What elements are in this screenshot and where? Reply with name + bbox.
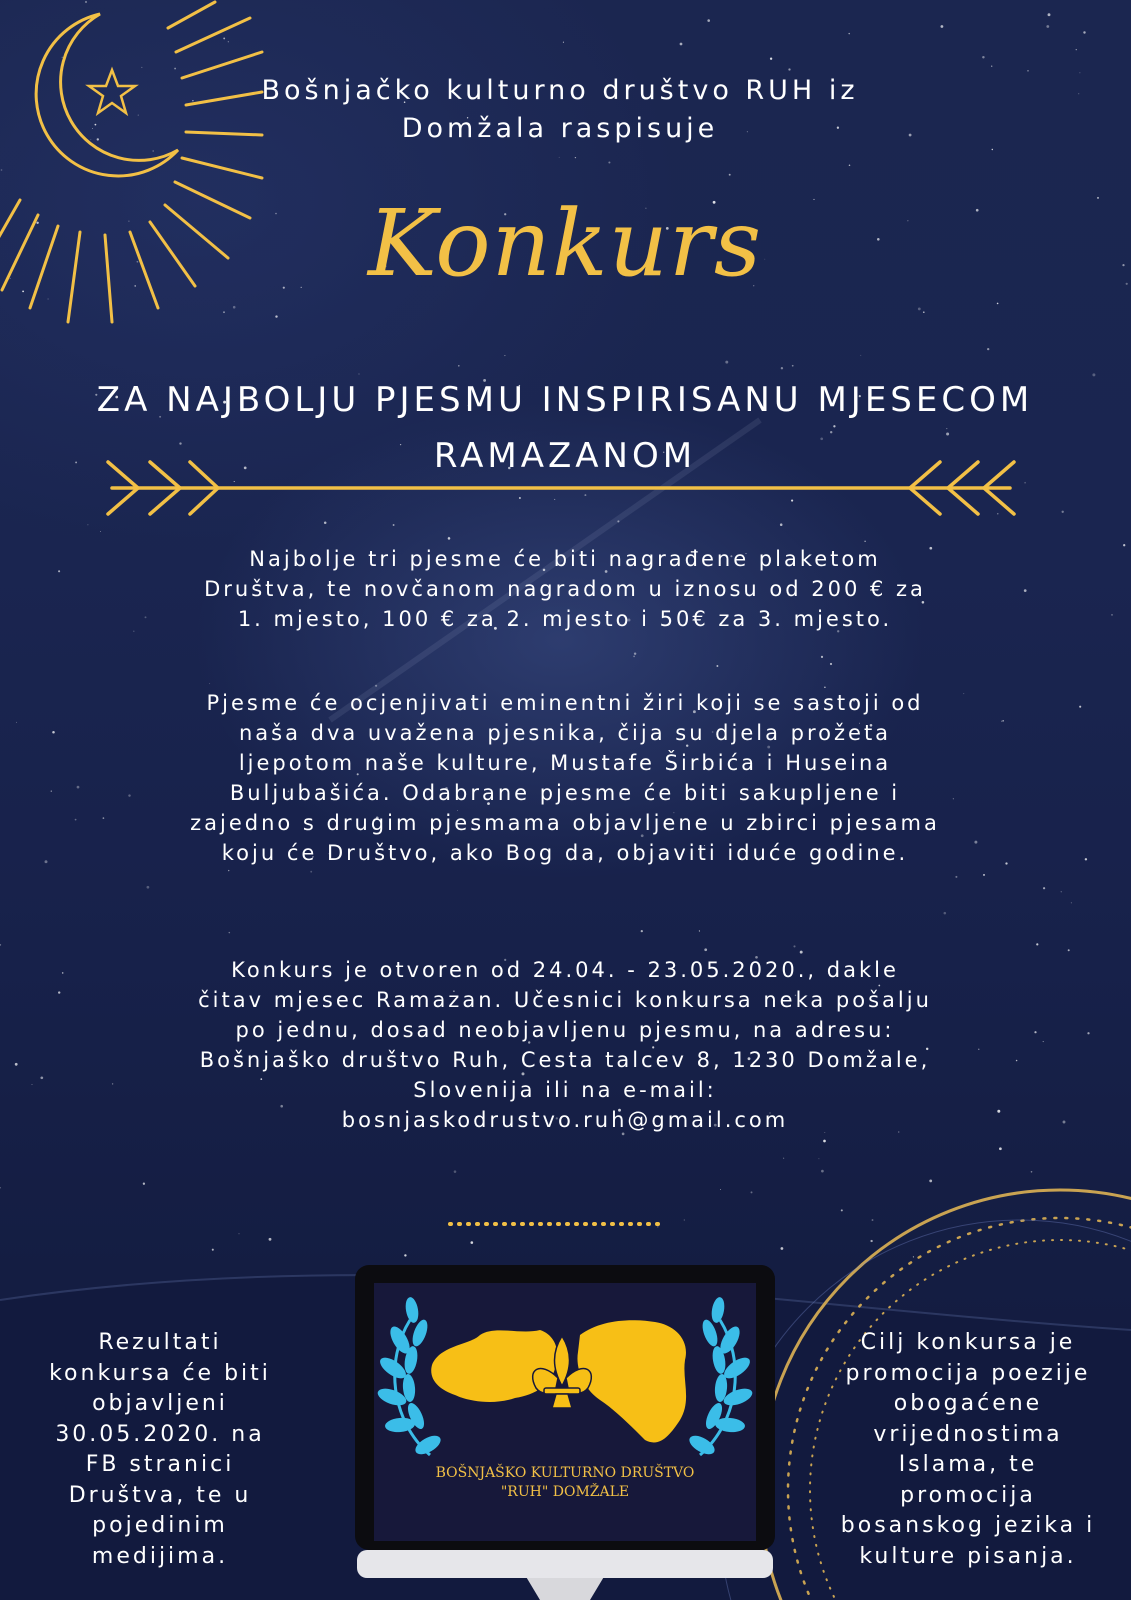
- text-line: Društva, te u: [68, 1482, 252, 1508]
- header: [180, 72, 940, 148]
- star-dot: [813, 199, 814, 200]
- star-dot: [100, 531, 101, 532]
- star-dot: [238, 1233, 239, 1234]
- text-line: ljepotom naše kulture, Mustafe Širbića i Huseina: [238, 751, 892, 775]
- star-dot: [770, 58, 772, 60]
- star-dot: [229, 932, 230, 933]
- star-dot: [137, 261, 139, 263]
- star-dot: [275, 213, 277, 215]
- star-dot: [699, 930, 700, 931]
- star-dot: [1123, 544, 1125, 546]
- star-dot: [92, 128, 93, 129]
- text-line: Cilj konkursa je: [860, 1330, 1076, 1355]
- star-dot: [704, 948, 707, 951]
- text-line: pojedinim: [92, 1513, 228, 1538]
- star-dot: [36, 222, 38, 224]
- star-dot: [97, 138, 99, 140]
- star-dot: [228, 870, 229, 871]
- star-dot: [720, 1189, 721, 1190]
- star-dot: [283, 287, 285, 289]
- star-dot: [657, 1226, 658, 1227]
- email-address[interactable]: bosnjaskodrustvo.ruh@gmail.com: [341, 1108, 789, 1132]
- star-dot: [1092, 373, 1095, 376]
- star-dot: [918, 308, 921, 311]
- text-line: objavljeni: [92, 1391, 228, 1416]
- star-dot: [997, 303, 999, 305]
- star-dot: [324, 522, 327, 525]
- star-dot: [793, 945, 795, 947]
- star-dot: [504, 355, 505, 356]
- star-dot: [1043, 1041, 1044, 1042]
- star-dot: [1031, 1171, 1033, 1173]
- star-dot: [780, 523, 783, 526]
- star-dot: [860, 355, 861, 356]
- text-line: 30.05.2020. na: [55, 1421, 265, 1447]
- star-dot: [913, 1256, 914, 1257]
- star-dot: [1087, 1032, 1089, 1034]
- jury-paragraph: [120, 688, 1010, 868]
- star-dot: [1063, 1121, 1066, 1124]
- text-line: Islama, te: [898, 1452, 1038, 1477]
- star-dot: [848, 33, 849, 34]
- star-dot: [10, 278, 11, 279]
- star-dot: [1097, 197, 1099, 199]
- star-dot: [575, 157, 576, 158]
- logo-line1: BOŠNJAŠKO KULTURNO DRUŠTVO: [435, 1465, 695, 1481]
- star-icon: [89, 70, 135, 113]
- star-dot: [1111, 614, 1112, 615]
- star-dot: [684, 1219, 685, 1220]
- star-dot: [95, 124, 97, 126]
- star-dot: [301, 287, 302, 288]
- crescent-moon-icon: [36, 14, 178, 176]
- star-dot: [800, 951, 803, 954]
- star-dot: [1016, 1060, 1018, 1062]
- star-dot: [1027, 70, 1029, 72]
- star-dot: [944, 912, 947, 915]
- star-dot: [45, 860, 48, 863]
- star-dot: [275, 315, 277, 317]
- star-dot: [233, 306, 236, 309]
- star-dot: [58, 570, 60, 572]
- text-line: vrijednostima: [873, 1421, 1063, 1447]
- star-dot: [617, 520, 619, 522]
- star-dot: [15, 1063, 18, 1066]
- star-dot: [228, 41, 229, 42]
- star-dot: [929, 1180, 932, 1183]
- star-dot: [997, 513, 998, 514]
- star-dot: [634, 652, 636, 654]
- star-dot: [40, 1076, 43, 1079]
- star-dot: [87, 524, 88, 525]
- star-dot: [1, 169, 3, 171]
- logo-line2: "RUH" DOMŽALE: [500, 1484, 630, 1500]
- prize-paragraph: [120, 544, 1010, 634]
- star-dot: [1122, 264, 1124, 266]
- star-dot: [1062, 511, 1064, 513]
- star-dot: [559, 157, 560, 158]
- star-dot: [680, 43, 683, 46]
- star-dot: [982, 56, 984, 58]
- star-dot: [62, 57, 63, 58]
- star-dot: [563, 42, 564, 43]
- star-dot: [1085, 858, 1087, 860]
- star-dot: [143, 1183, 145, 1185]
- star-dot: [983, 874, 985, 876]
- star-dot: [1043, 887, 1045, 889]
- star-dot: [223, 37, 225, 39]
- star-dot: [791, 500, 793, 502]
- text-line: kulture pisanja.: [859, 1543, 1077, 1569]
- star-dot: [877, 238, 880, 241]
- subtitle-line2: RAMAZANOM: [433, 436, 697, 476]
- text-line: koju će Društvo, ako Bog da, objaviti iduće godine.: [221, 841, 909, 865]
- star-dot: [788, 68, 790, 70]
- text-line: bosanskog jezika i: [840, 1513, 1096, 1538]
- star-dot: [75, 819, 77, 821]
- star-dot: [987, 348, 989, 350]
- text-line: medijima.: [91, 1543, 229, 1569]
- star-dot: [992, 149, 993, 150]
- star-dot: [31, 1084, 32, 1085]
- star-dot: [16, 722, 17, 723]
- star-dot: [0, 944, 1, 946]
- star-dot: [404, 1254, 406, 1256]
- star-dot: [1079, 706, 1081, 708]
- star-dot: [841, 1209, 843, 1211]
- star-dot: [152, 150, 154, 152]
- star-dot: [138, 115, 139, 116]
- star-dot: [103, 817, 105, 819]
- star-dot: [729, 174, 731, 176]
- star-dot: [448, 537, 451, 540]
- star-dot: [818, 1158, 819, 1159]
- text-line: Slovenija ili na e-mail:: [413, 1078, 717, 1102]
- star-dot: [907, 220, 908, 221]
- star-dot: [375, 685, 377, 687]
- monitor: [355, 1265, 775, 1600]
- text-line: Društva, te novčanom nagradom u iznosu od 200 € za: [204, 577, 926, 601]
- star-dot: [128, 221, 129, 222]
- star-dot: [212, 1249, 214, 1251]
- text-line: 1. mjesto, 100 € za 2. mjesto i 50€ za 3. mjesto.: [237, 607, 893, 631]
- star-dot: [1079, 72, 1080, 73]
- header-line2: Domžala raspisuje: [401, 113, 719, 144]
- star-dot: [641, 930, 643, 932]
- star-dot: [941, 25, 944, 28]
- star-dot: [1048, 13, 1051, 16]
- sun-rays: [0, 2, 262, 322]
- star-dot: [1034, 1031, 1036, 1033]
- star-dot: [1126, 283, 1128, 285]
- star-dot: [955, 876, 957, 878]
- page-title: Konkurs: [367, 190, 763, 297]
- star-dot: [269, 1238, 272, 1241]
- star-dot: [223, 311, 225, 313]
- star-dot: [51, 790, 52, 791]
- star-dot: [1036, 943, 1038, 945]
- text-line: promocija: [900, 1482, 1036, 1508]
- text-line: Buljubašića. Odabrane pjesme će biti sakupljene i: [229, 781, 901, 805]
- star-dot: [134, 285, 136, 287]
- monitor-chin: [357, 1550, 773, 1578]
- star-dot: [923, 311, 925, 313]
- star-dot: [707, 19, 710, 22]
- star-dot: [458, 365, 460, 367]
- star-dot: [1076, 49, 1077, 50]
- star-dot: [174, 68, 176, 70]
- star-dot: [849, 164, 851, 166]
- star-dot: [58, 991, 60, 993]
- star-dot: [77, 786, 80, 789]
- star-dot: [1068, 949, 1070, 951]
- star-dot: [310, 871, 312, 873]
- star-dot: [47, 298, 48, 299]
- star-dot: [52, 731, 55, 734]
- star-dot: [821, 1170, 824, 1173]
- goal-note: [818, 1328, 1118, 1572]
- star-dot: [1046, 25, 1049, 28]
- star-dot: [454, 1170, 457, 1173]
- star-dot: [393, 524, 395, 526]
- star-dot: [1024, 589, 1027, 592]
- star-dot: [584, 494, 586, 496]
- star-dot: [1083, 31, 1085, 33]
- text-line: Pjesme će ocjenjivati eminentni žiri koji se sastoji od: [206, 691, 924, 715]
- star-dot: [716, 665, 718, 667]
- star-dot: [976, 209, 979, 212]
- star-dot: [147, 886, 150, 889]
- text-line: FB stranici: [85, 1452, 235, 1477]
- star-dot: [725, 361, 728, 364]
- text-line: Najbolje tri pjesme će biti nagrađene plaketom: [249, 547, 881, 571]
- star-dot: [554, 499, 555, 500]
- star-dot: [999, 1147, 1002, 1150]
- star-dot: [781, 367, 783, 369]
- star-dot: [90, 139, 91, 140]
- header-line1: Bošnjačko kulturno društvo RUH iz: [261, 75, 859, 106]
- star-dot: [85, 1, 87, 3]
- star-dot: [864, 541, 865, 542]
- text-line: Konkurs je otvoren od 24.04. - 23.05.2020., dakle: [231, 958, 899, 982]
- text-line: Bošnjaško društvo Ruh, Cesta talcev 8, 1230 Domžale,: [199, 1048, 931, 1072]
- star-dot: [751, 1191, 753, 1193]
- star-dot: [142, 67, 143, 68]
- star-dot: [870, 1240, 872, 1242]
- star-dot: [1071, 902, 1072, 903]
- text-line: promocija poezije: [845, 1360, 1091, 1386]
- subtitle-line1: ZA NAJBOLJU PJESMU INSPIRISANU MJESECOM: [96, 380, 1034, 420]
- star-dot: [792, 365, 794, 367]
- star-dot: [633, 656, 635, 658]
- star-dot: [209, 683, 210, 684]
- star-dot: [991, 66, 992, 67]
- monitor-screen: [374, 1283, 756, 1541]
- star-dot: [471, 1241, 474, 1244]
- star-dot: [830, 663, 832, 665]
- star-dot: [823, 1140, 826, 1143]
- star-dot: [783, 1158, 784, 1159]
- star-dot: [22, 290, 24, 292]
- star-dot: [62, 972, 64, 974]
- star-dot: [781, 1247, 784, 1250]
- results-note: [20, 1328, 300, 1572]
- star-dot: [872, 1219, 874, 1221]
- star-dot: [519, 497, 521, 499]
- text-line: zajedno s drugim pjesmama objavljene u zbirci pjesama: [190, 811, 940, 835]
- text-line: naša dva uvažena pjesnika, čija su djela prožeta: [238, 721, 892, 745]
- star-dot: [0, 1187, 1, 1188]
- text-line: konkursa će biti: [49, 1360, 271, 1386]
- text-line: obogaćene: [893, 1391, 1043, 1416]
- star-dot: [1061, 891, 1062, 892]
- star-dot: [112, 1083, 113, 1084]
- text-line: po jednu, dosad neobjavljenu pjesmu, na adresu:: [235, 1018, 895, 1042]
- submission-paragraph: [120, 955, 1010, 1135]
- star-dot: [608, 161, 610, 163]
- star-dot: [1078, 93, 1079, 94]
- subtitle: [40, 372, 1090, 484]
- text-line: Rezultati: [98, 1330, 222, 1355]
- star-dot: [821, 656, 823, 658]
- text-line: čitav mjesec Ramazan. Učesnici konkursa neka pošalju: [198, 988, 932, 1012]
